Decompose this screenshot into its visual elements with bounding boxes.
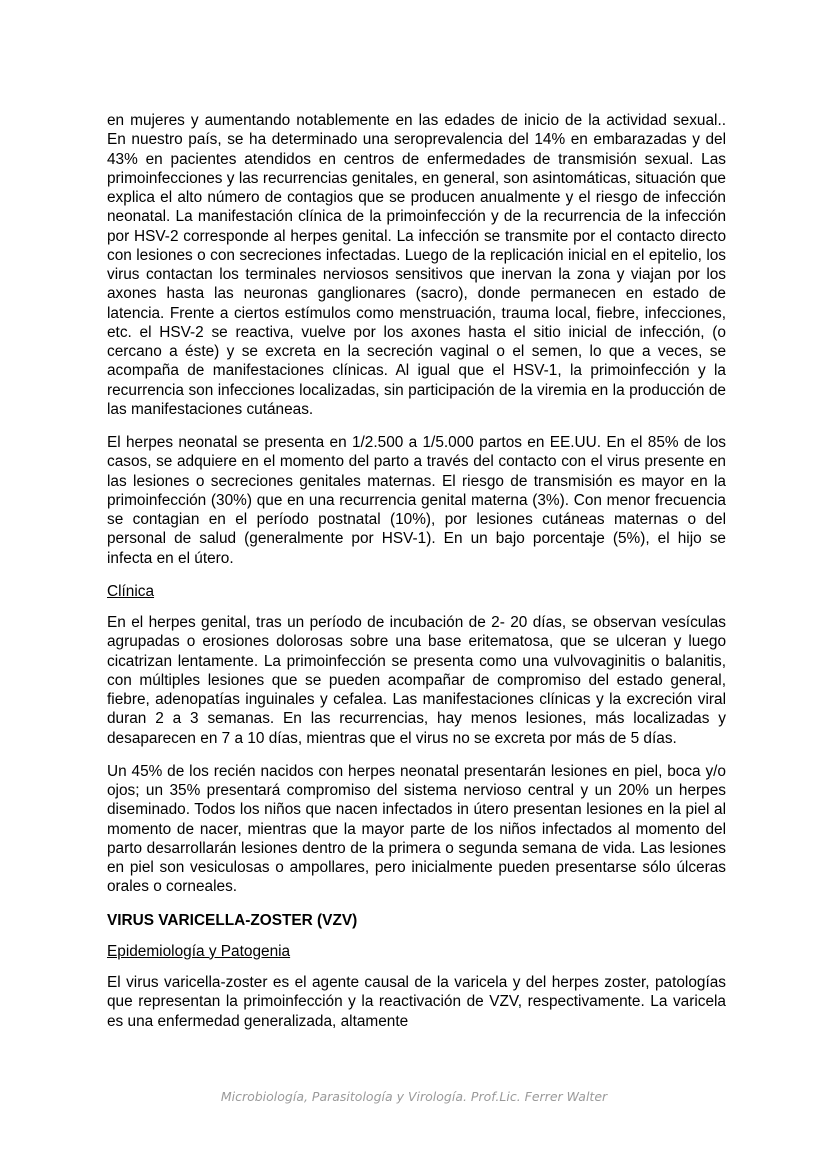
- paragraph-hsv2-epidemiology: en mujeres y aumentando notablemente en las edades de inicio de la actividad sexual.. En nuestro país, se ha determinado una seroprevalencia del 14% en embarazadas y del 43% en pacientes atendidos en centros de enfermedades de transmisión sexual. Las primoinfecciones y las recurrencias genitales, en general, son asintomáticas, situación que explica el alto número de contagios que se producen anualmente y el riesgo de infección neonatal. La manifestación clínica de la primoinfección y de la recurrencia de la infección por HSV-2 corresponde al herpes genital. La infección se transmite por el contacto directo con lesiones o con secreciones infectadas. Luego de la replicación inicial en el epitelio, los virus contactan los terminales nerviosos sensitivos que inervan la zona y viajan por los axones hasta las neuronas ganglionares (sacro), donde permanecen en estado de latencia. Frente a ciertos estímulos como menstruación, trauma local, fiebre, infecciones, etc. el HSV-2 se reactiva, vuelve por los axones hasta el sitio inicial de infección, (o cercano a éste) y se excreta en la secreción vaginal o el semen, lo que a veces, se acompaña de manifestaciones clínicas. Al igual que el HSV-1, la primoinfección y la recurrencia son infecciones localizadas, sin participación de la viremia en la producción de las manifestaciones cutáneas.: [107, 112, 726, 418]
- page-body: [107, 111, 726, 1045]
- section-heading-clinica: Clínica: [107, 582, 155, 600]
- section-heading-vzv: VIRUS VARICELLA-ZOSTER (VZV): [107, 911, 358, 929]
- paragraph-vzv-intro: El virus varicella-zoster es el agente causal de la varicela y del herpes zoster, patologías que representan la primoinfección y la reactivación de VZV, respectivamente. La varicela es una enfermedad generalizada, altamente: [107, 974, 726, 1030]
- paragraph-genital-herpes-clinic: En el herpes genital, tras un período de incubación de 2- 20 días, se observan vesículas agrupadas o erosiones dolorosas sobre una base eritematosa, que se ulceran y luego cicatrizan lentamente. La primoinfección se presenta como una vulvovaginitis o balanitis, con múltiples lesiones que se pueden acompañar de compromiso del estado general, fiebre, adenopatías inguinales y cefalea. Las manifestaciones clínicas y la excreción viral duran 2 a 3 semanas. En las recurrencias, hay menos lesiones, más localizadas y desaparecen en 7 a 10 días, mientras que el virus no se excreta por más de 5 días.: [107, 614, 726, 747]
- section-heading-epidemiology: Epidemiología y Patogenia: [107, 942, 291, 960]
- paragraph-neonatal-lesions: Un 45% de los recién nacidos con herpes neonatal presentarán lesiones en piel, boca y/o ojos; un 35% presentará compromiso del sistema nervioso central y un 20% un herpes diseminado. Todos los niños que nacen infectados in útero presentan lesiones en la piel al momento de nacer, mientras que la mayor parte de los niños infectados al momento del parto desarrollarán lesiones dentro de la primera o segunda semana de vida. Las lesiones en piel son vesiculosas o ampollares, pero inicialmente pueden presentarse sólo úlceras orales o corneales.: [107, 762, 726, 896]
- page-footer: Microbiología, Parasitología y Virología. Prof.Lic. Ferrer Walter: [220, 1089, 608, 1104]
- paragraph-neonatal-herpes: El herpes neonatal se presenta en 1/2.500 a 1/5.000 partos en EE.UU. En el 85% de los casos, se adquiere en el momento del parto a través del contacto con el virus presente en las lesiones o secreciones genitales maternas. El riesgo de transmisión es mayor en la primoinfección (30%) que en una recurrencia genital materna (3%). Con menor frecuencia se contagian en el período postnatal (10%), por lesiones cutáneas maternas o del personal de salud (generalmente por HSV-1). En un bajo porcentaje (5%), el hijo se infecta en el útero.: [107, 434, 726, 567]
